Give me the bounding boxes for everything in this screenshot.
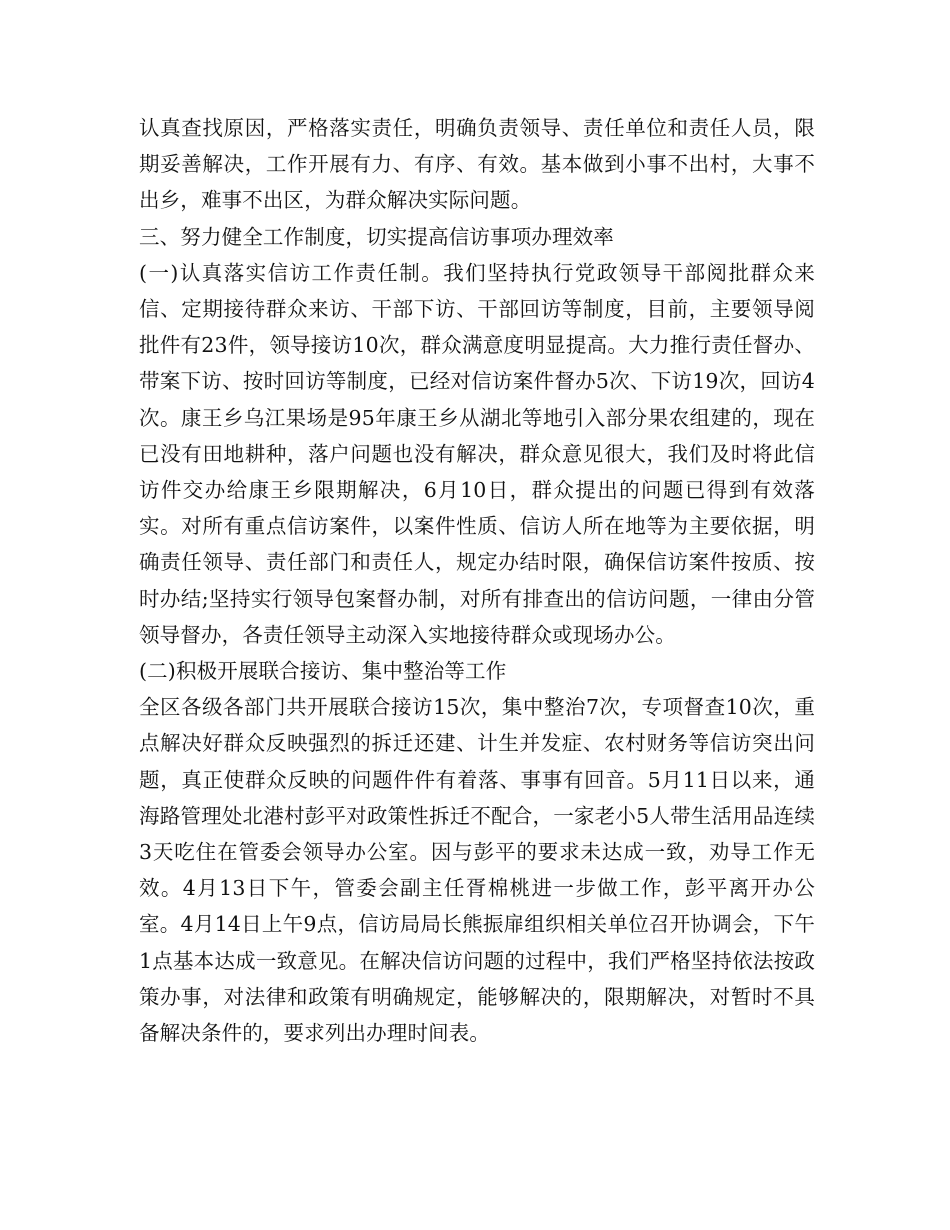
paragraph-joint-visits: 全区各级各部门共开展联合接访15次，集中整治7次，专项督查10次，重点解决好群众反映强烈的拆迁还建、计生并发症、农村财务等信访突出问题，真正使群众反映的问题件件有着落、事事有回音。5月11日以来，通海路管理处北港村彭平对政策性拆迁不配合，一家老小5人带生活用品连续3天吃住在管委会领导办公室。因与彭平的要求未达成一致，劝导工作无效。4月13日下午，管委会副主任胥棉桃进一步做工作，彭平离开办公室。4月14日上午9点，信访局局长熊振扉组织相关单位召开协调会，下午1点基本达成一致意见。在解决信访问题的过程中，我们严格坚持依法按政策办事，对法律和政策有明确规定，能够解决的，限期解决，对暂时不具备解决条件的，要求列出办理时间表。 (139, 695, 815, 1046)
document-body (139, 110, 815, 1051)
section-heading-three: 三、努力健全工作制度，切实提高信访事项办理效率 (139, 224, 614, 249)
paragraph-continuation: 认真查找原因，严格落实责任，明确负责领导、责任单位和责任人员，限期妥善解决，工作开展有力、有序、有效。基本做到小事不出村，大事不出乡，难事不出区，为群众解决实际问题。 (139, 116, 815, 213)
paragraph-responsibility-system: (一)认真落实信访工作责任制。我们坚持执行党政领导干部阅批群众来信、定期接待群众来访、干部下访、干部回访等制度，目前，主要领导阅批件有23件，领导接访10次，群众满意度明显提高。大力推行责任督办、带案下访、按时回访等制度，已经对信访案件督办5次、下访19次，回访4次。康王乡乌江果场是95年康王乡从湖北等地引入部分果农组建的，现在已没有田地耕种，落户问题也没有解决，群众意见很大，我们及时将此信访件交办给康王乡限期解决，6月10日，群众提出的问题已得到有效落实。对所有重点信访案件，以案件性质、信访人所在地等为主要依据，明确责任领导、责任部门和责任人，规定办结时限，确保信访案件按质、按时办结;坚持实行领导包案督办制，对所有排查出的信访问题，一律由分管领导督办，各责任领导主动深入实地接待群众或现场办公。 (139, 260, 815, 647)
subheading-joint-visits: (二)积极开展联合接访、集中整治等工作 (139, 659, 507, 684)
